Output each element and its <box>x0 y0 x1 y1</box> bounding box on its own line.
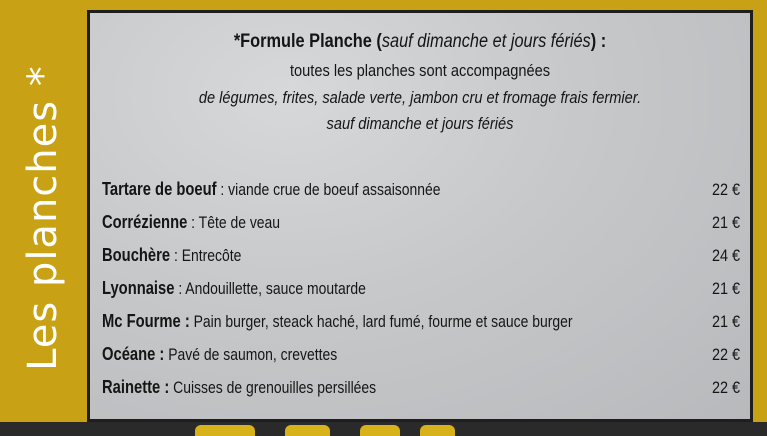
formula-subtitle: toutes les planches sont accompagnées <box>289 61 551 80</box>
item-price: 21 € <box>711 213 740 232</box>
item-price: 24 € <box>711 246 740 265</box>
item-desc: Cuisses de grenouilles persillées <box>173 378 377 397</box>
formula-title: *Formule Planche (sauf dimanche et jours fériés) : <box>233 31 607 52</box>
formula-sides: de légumes, frites, salade verte, jambon cru et fromage frais fermier. <box>198 88 642 107</box>
menu-board <box>87 10 753 422</box>
decorative-mark <box>360 425 400 436</box>
item-price: 21 € <box>711 312 740 331</box>
item-name: Rainette : <box>102 377 170 397</box>
item-price: 22 € <box>711 378 740 397</box>
menu-item <box>102 371 740 404</box>
item-desc: viande crue de boeuf assaisonnée <box>228 180 441 199</box>
formula-note: sauf dimanche et jours fériés <box>326 114 514 133</box>
item-price: 21 € <box>711 279 740 298</box>
decorative-mark <box>195 425 255 436</box>
item-price: 22 € <box>711 345 740 364</box>
item-name: Océane : <box>102 344 165 364</box>
menu-list <box>102 173 740 404</box>
menu-item: Tartare de boeuf : viande crue de boeuf assaisonnée 22 € <box>102 173 740 206</box>
menu-item: Corrézienne : Tête de veau 21 € <box>102 206 740 239</box>
formula-header <box>90 27 750 137</box>
menu-item: Lyonnaise : Andouillette, sauce moutarde 21 € <box>102 272 740 305</box>
menu-item <box>102 305 740 338</box>
item-name: Bouchère <box>102 245 171 265</box>
side-title <box>0 0 86 436</box>
item-desc: Entrecôte <box>181 246 242 265</box>
item-name: Lyonnaise <box>102 278 175 298</box>
item-desc: Andouillette, sauce moutarde <box>185 279 366 298</box>
menu-item <box>102 338 740 371</box>
decorative-mark <box>285 425 330 436</box>
item-price: 22 € <box>711 180 740 199</box>
item-name: Tartare de boeuf <box>102 179 217 199</box>
side-title-text: Les planches * <box>20 65 66 371</box>
item-desc: Tête de veau <box>198 213 281 232</box>
decorative-mark <box>420 425 455 436</box>
menu-item: Bouchère : Entrecôte 24 € <box>102 239 740 272</box>
item-name: Mc Fourme : <box>102 311 190 331</box>
item-name: Corrézienne <box>102 212 188 232</box>
bottom-band <box>0 422 767 436</box>
item-desc: Pavé de saumon, crevettes <box>168 345 338 364</box>
item-desc: Pain burger, steack haché, lard fumé, fourme et sauce burger <box>193 312 573 331</box>
